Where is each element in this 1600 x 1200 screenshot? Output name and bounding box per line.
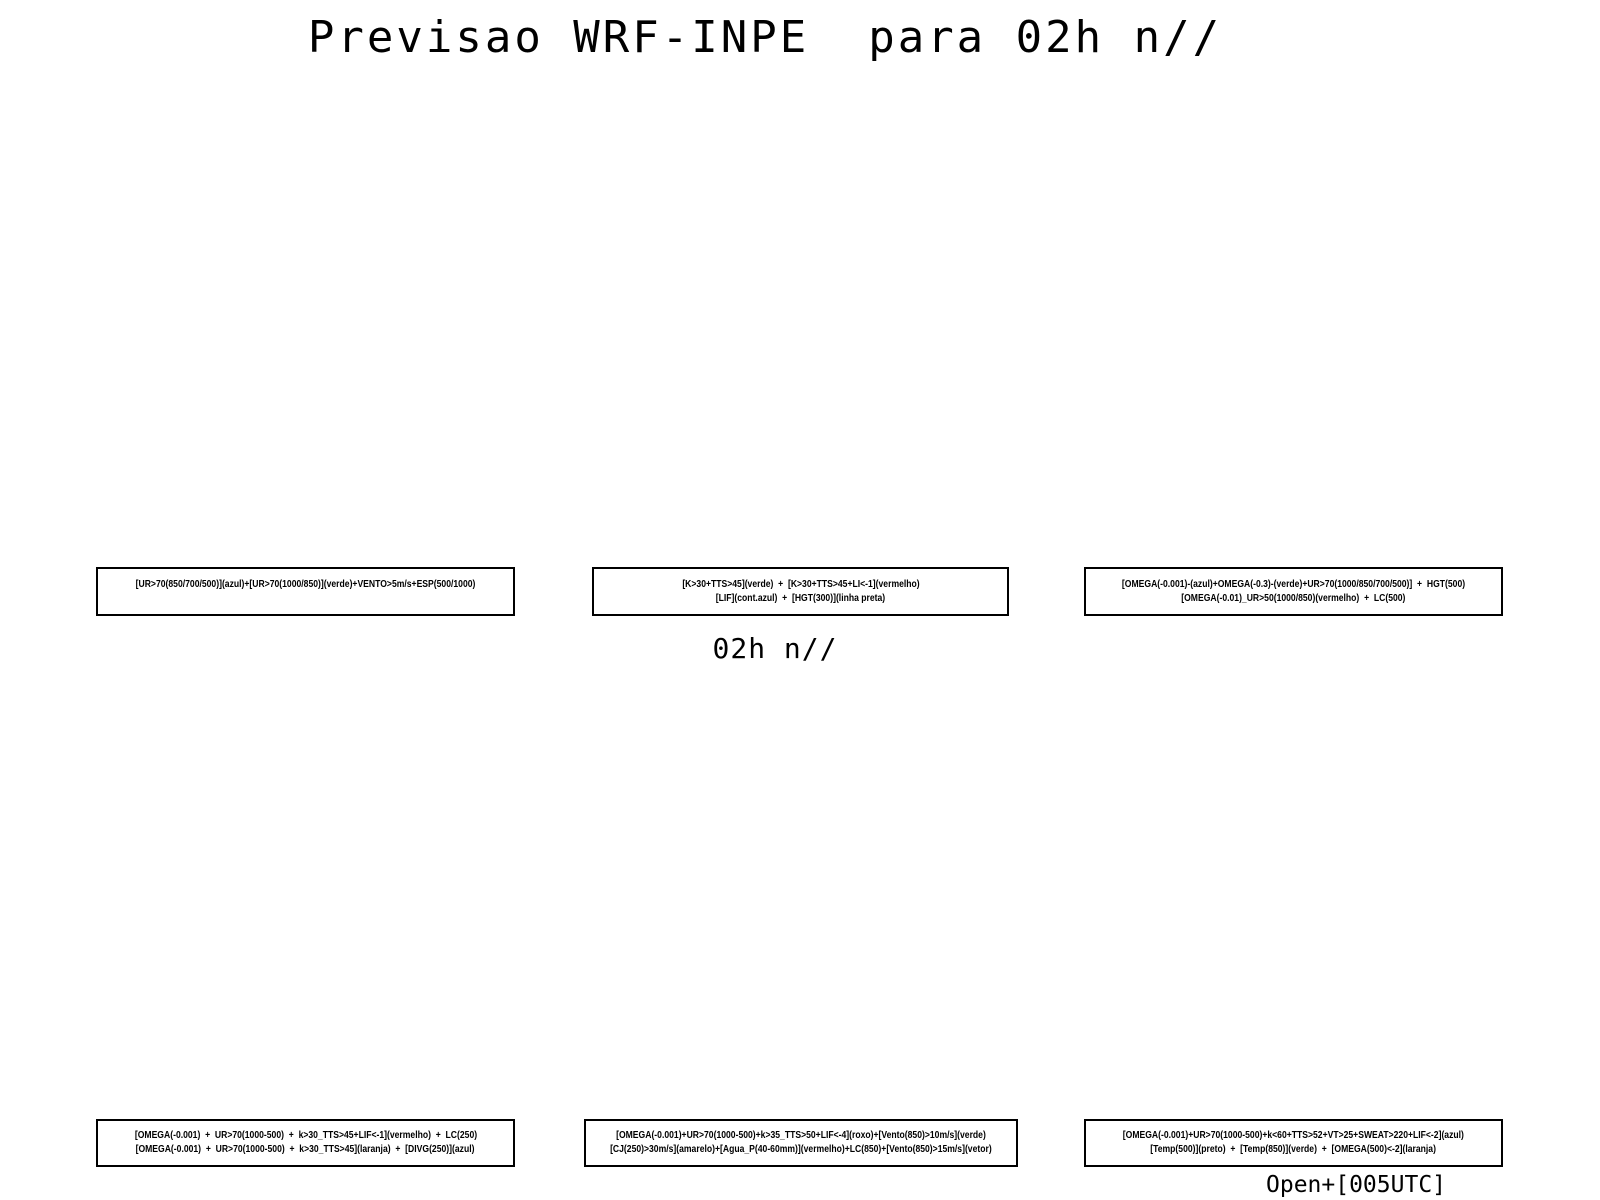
forecast-hour-label: 02h n// — [712, 632, 838, 665]
legend-line: [OMEGA(-0.001)+UR>70(1000-500)+k<60+TTS>52+VT>25+SWEAT>220+LIF<-2](azul) — [1122, 1130, 1465, 1141]
legend-box-bottom-center — [584, 1119, 1018, 1167]
legend-line: [LIF](cont.azul) + [HGT(300)](linha preta) — [715, 592, 886, 604]
legend-line: [OMEGA(-0.001) + UR>70(1000-500) + k>30_TTS>45](laranja) + [DIVG(250)](azul) — [136, 1144, 475, 1155]
legend-box-bottom-left — [96, 1119, 515, 1167]
legend-line: [K>30+TTS>45](verde) + [K>30+TTS>45+LI<-1](vermelho) — [681, 578, 920, 590]
legend-box-top-left — [96, 567, 515, 616]
legend-line: [OMEGA(-0.01)_UR>50(1000/850)(vermelho) + LC(500) — [1181, 592, 1406, 604]
legend-line: [Temp(500)](preto) + [Temp(850)](verde) + [OMEGA(500)<-2](laranja) — [1150, 1144, 1437, 1155]
legend-box-bottom-right — [1084, 1119, 1503, 1167]
legend-box-top-center — [592, 567, 1009, 616]
page-title: Previsao WRF-INPE para 02h n// — [307, 12, 1223, 63]
footer-label: Open+[005UTC] — [1266, 1172, 1447, 1198]
legend-line: [OMEGA(-0.001)+UR>70(1000-500)+k>35_TTS>50+LIF<-4](roxo)+[Vento(850)>10m/s](verde) — [616, 1130, 986, 1141]
legend-line: [OMEGA(-0.001) + UR>70(1000-500) + k>30_TTS>45+LIF<-1](vermelho) + LC(250) — [134, 1130, 477, 1141]
legend-box-top-right — [1084, 567, 1503, 616]
legend-line: [CJ(250)>30m/s](amarelo)+[Agua_P(40-60mm)](vermelho)+LC(850)+[Vento(850)>15m/s](vetor) — [610, 1144, 992, 1155]
legend-line: [UR>70(850/700/500)](azul)+[UR>70(1000/850)](verde)+VENTO>5m/s+ESP(500/1000) — [135, 578, 476, 590]
legend-line: [OMEGA(-0.001)-(azul)+OMEGA(-0.3)-(verde)+UR>70(1000/850/700/500)] + HGT(500) — [1121, 578, 1466, 590]
